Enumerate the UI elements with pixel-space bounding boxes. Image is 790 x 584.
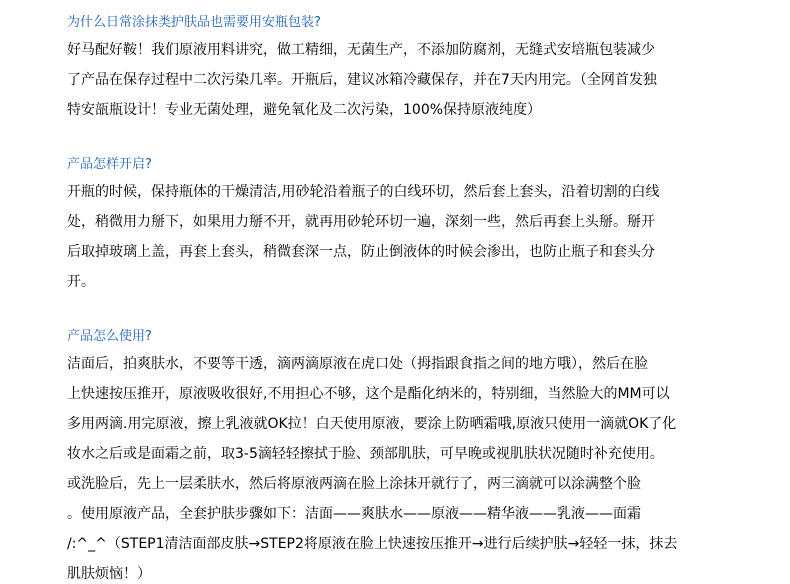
paragraph-line: 上快速按压推开，原液吸收很好,不用担心不够，这个是酯化纳米的，特别细，当然脸大的MM可以 xyxy=(67,386,670,402)
section-spacer xyxy=(67,297,770,325)
paragraph-line: 或洗脸后，先上一层柔肤水，然后将原液两滴在脸上涂抹开就行了，两三滴就可以涂满整个脸 xyxy=(67,476,641,492)
section-heading: 产品怎样开启? xyxy=(67,157,152,172)
section-paragraph xyxy=(67,35,770,125)
section-paragraph xyxy=(67,349,770,584)
paragraph-line: 洁面后，拍爽肤水，不要等干透，滴两滴原液在虎口处（拇指跟食指之间的地方哦），然后在脸 xyxy=(67,356,648,372)
paragraph-line: 了产品在保存过程中二次污染几率。开瓶后，建议冰箱冷藏保存，并在7天内用完。（全网首发独 xyxy=(67,72,657,88)
section-paragraph xyxy=(67,177,770,297)
section-spacer xyxy=(67,125,770,153)
section-heading: 产品怎么使用? xyxy=(67,329,152,344)
paragraph-line: 处，稍微用力掰下，如果用力掰不开，就再用砂轮环切一遍，深刻一些，然后再套上头掰。掰开 xyxy=(67,214,655,230)
paragraph-line: 特安瓿瓶设计！专业无菌处理，避免氧化及二次污染，100%保持原液纯度） xyxy=(67,102,542,118)
paragraph-line: 肌肤烦恼！） xyxy=(67,566,151,582)
paragraph-line: 后取掉玻璃上盖，再套上套头，稍微套深一点，防止倒液体的时候会渗出，也防止瓶子和套头分 xyxy=(67,244,655,260)
paragraph-line: 。使用原液产品，全套护肤步骤如下：洁面——爽肤水——原液——精华液——乳液——面霜 xyxy=(67,506,641,522)
section-how-to-use xyxy=(67,325,770,584)
section-how-to-open xyxy=(67,153,770,297)
section-why-ampoule xyxy=(67,11,770,125)
paragraph-line: 妆水之后或是面霜之前，取3-5滴轻轻擦拭于脸、颈部肌肤，可早晚或视肌肤状况随时补充使用。 xyxy=(67,446,664,462)
section-heading: 为什么日常涂抹类护肤品也需要用安瓶包装? xyxy=(67,15,321,30)
paragraph-line: 多用两滴.用完原液，擦上乳液就OK拉！白天使用原液，要涂上防晒霜哦,原液只使用一滴就OK了化 xyxy=(67,416,677,432)
paragraph-line: /:^_^（STEP1清洁面部皮肤→STEP2将原液在脸上快速按压推开→进行后续护肤→轻轻一抹，抹去 xyxy=(67,536,678,552)
paragraph-line: 开。 xyxy=(67,274,95,290)
paragraph-line: 好马配好鞍！我们原液用料讲究，做工精细，无菌生产，不添加防腐剂，无缝式安培瓶包装减少 xyxy=(67,42,655,58)
paragraph-line: 开瓶的时候，保持瓶体的干燥清洁,用砂轮沿着瓶子的白线环切，然后套上套头，沿着切割的白线 xyxy=(67,184,660,200)
